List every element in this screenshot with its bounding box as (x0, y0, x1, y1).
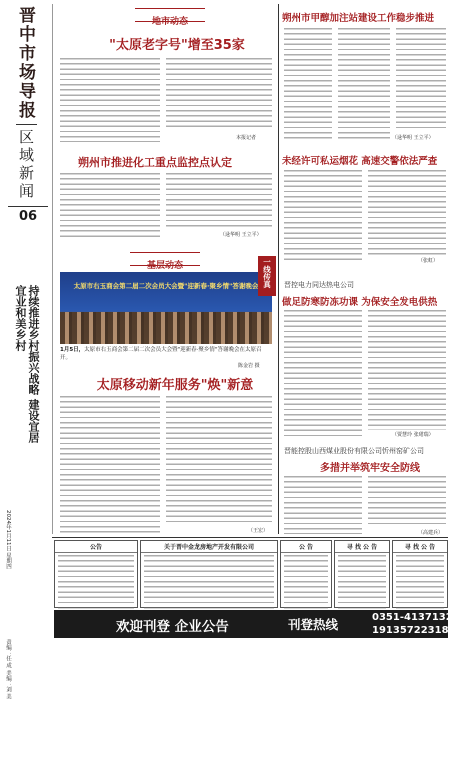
frontline-badge (258, 256, 276, 296)
photo-caption-text: 太原市右玉商会第二届二次会员大会暨"迎新春·聚乡情"答谢晚会在太原召开。 (60, 347, 262, 361)
photo-banner: 太原市右玉商会第二届二次会员大会暨"迎新春·聚乡情"答谢晚会 (73, 282, 259, 290)
article-byline-1: 本报记者 (236, 135, 257, 141)
article-title-1: "太原老字号"增至35家 (109, 38, 245, 53)
ad-announce-1-header: 公告 (55, 541, 137, 553)
photo-stage (60, 312, 272, 344)
article-body-7b (166, 396, 272, 526)
ad-announce-2-body (284, 555, 328, 611)
article-body-2a (60, 173, 160, 237)
article-body-5b (368, 310, 446, 430)
article-body-7a (60, 396, 160, 534)
article-title-6: 多措并举筑牢安全防线 (320, 463, 420, 474)
article-body-3a (284, 28, 332, 140)
article-byline-5: （贾慧玲 张珺瑞） (392, 432, 434, 438)
article-body-1b (166, 58, 272, 128)
paper-name: 晋中市场导报 (15, 6, 35, 120)
divider-left (52, 4, 53, 534)
ad-notice-body (144, 555, 274, 611)
ad-lost-2-header: 寻 找 公 告 (393, 541, 447, 553)
section-header-local (135, 8, 205, 27)
footer-banner (54, 610, 453, 638)
side-editor: 责编：任 成 美编：刘 美 (5, 639, 11, 700)
article-title-4: 未经许可私运烟花 高速交警依法严查 (282, 156, 438, 167)
article-byline-3: （逯华明 王立平） (392, 135, 434, 141)
section-header-grassroots (130, 252, 200, 271)
article-byline-7: （王宏） (248, 528, 269, 534)
ad-lost-1 (334, 540, 390, 608)
article-kicker-6: 晋能控股山西煤业股份有限公司忻州窑矿公司 (284, 447, 424, 455)
article-body-6a (284, 476, 362, 534)
article-body-3c (396, 28, 446, 132)
ad-announce-1 (54, 540, 138, 608)
ad-announce-2-header: 公 告 (281, 541, 331, 553)
section-header-local-text: 地市动态 (151, 17, 188, 27)
article-byline-2: （逯华明 王立平） (220, 232, 262, 238)
event-photo (60, 272, 272, 344)
photo-caption-strong: 1月5日， (60, 347, 85, 353)
ad-lost-1-body (338, 555, 386, 611)
article-body-2b (166, 173, 272, 229)
ad-announce-2 (280, 540, 332, 608)
slogan (14, 285, 40, 450)
section-name: 区域新闻 (16, 124, 37, 206)
article-title-5: 做足防寒防冻功课 为保安全发电供热 (282, 297, 438, 308)
ad-lost-1-header: 寻 找 公 告 (335, 541, 389, 553)
side-info (4, 510, 24, 700)
section-header-grassroots-text: 基层动态 (146, 261, 183, 271)
ads-top-rule (52, 537, 448, 538)
article-body-3b (338, 28, 390, 140)
footer-hotline-label: 刊登热线 (288, 617, 339, 632)
article-body-4b (368, 170, 446, 256)
article-byline-6: （高建兵） (418, 530, 444, 536)
photo-credit: 陈金岩 摄 (238, 363, 260, 369)
frontline-badge-text: 一线传真 (262, 258, 272, 288)
article-body-4a (284, 170, 362, 262)
article-title-2: 朔州市推进化工重点监控点认定 (78, 156, 232, 169)
article-byline-4: （张虹） (418, 258, 439, 264)
ad-announce-1-body (58, 555, 134, 611)
ad-notice (140, 540, 278, 608)
article-title-3: 朔州市甲醇加注站建设工作稳步推进 (282, 13, 435, 24)
footer-phone-2: 19135722318 (372, 625, 449, 636)
article-kicker-5: 晋控电力同达热电公司 (284, 281, 354, 289)
side-date: 2024年1月11日 星期四 (5, 510, 11, 570)
article-body-5a (284, 310, 362, 436)
article-title-7: 太原移动新年服务"焕"新意 (96, 378, 254, 393)
masthead (8, 6, 48, 236)
ad-lost-2-body (396, 555, 444, 611)
slogan-text: 持续推进乡村振兴战略 建设宜居宜业和美乡村 (14, 285, 40, 443)
divider-main (278, 4, 279, 534)
ad-lost-2 (392, 540, 448, 608)
footer-phone-1: 0351-4137132 (372, 612, 453, 623)
ad-notice-header: 关于晋中金龙房地产开发有限公司 (141, 541, 277, 553)
page-number: 06 (8, 206, 48, 224)
article-body-6b (368, 476, 446, 528)
footer-welcome: 欢迎刊登 企业公告 (116, 619, 229, 635)
article-body-1a (60, 58, 160, 142)
